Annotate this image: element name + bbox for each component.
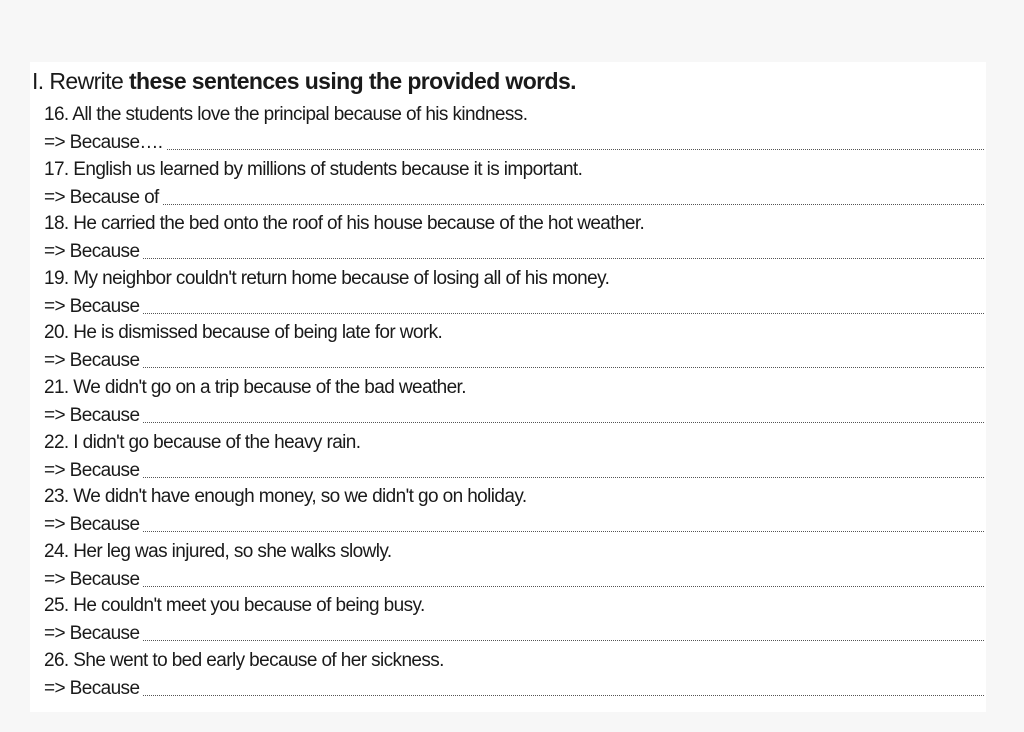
sentence-25: 25. He couldn't meet you because of being busy. — [44, 595, 425, 617]
answer-blank-26[interactable] — [143, 695, 984, 696]
answer-blank-23[interactable] — [143, 531, 984, 532]
exercise-item-16 — [44, 102, 984, 157]
answer-prefix-16: => Because…. — [44, 132, 163, 153]
sentence-17: 17. English us learned by millions of students because it is important. — [44, 158, 583, 180]
answer-prefix-20: => Because — [44, 350, 140, 372]
exercise-item-17 — [44, 157, 984, 212]
answer-blank-20[interactable] — [143, 367, 984, 368]
exercise-item-24 — [44, 539, 984, 594]
answer-line-26[interactable] — [44, 675, 984, 701]
exercise-item-21 — [44, 375, 984, 430]
exercise-item-22 — [44, 430, 984, 485]
heading-instruction: these sentences using the provided words. — [128, 68, 576, 94]
answer-line-25[interactable] — [44, 620, 984, 646]
answer-prefix-26: => Because — [44, 677, 140, 699]
answer-prefix-24: => Because — [44, 568, 140, 590]
answer-blank-18[interactable] — [143, 258, 984, 259]
sentence-19: 19. My neighbor couldn't return home because of losing all of his money. — [44, 267, 610, 289]
answer-prefix-18: => Because — [44, 241, 140, 263]
answer-prefix-25: => Because — [44, 623, 140, 645]
answer-line-18[interactable] — [44, 238, 984, 264]
answer-prefix-23: => Because — [44, 514, 140, 536]
exercise-item-19 — [44, 266, 984, 321]
sentence-16: 16. All the students love the principal because of his kindness. — [44, 104, 528, 125]
answer-line-24[interactable] — [44, 566, 984, 592]
answer-blank-16[interactable] — [167, 149, 985, 150]
answer-line-22[interactable] — [44, 457, 984, 483]
exercise-list — [44, 102, 984, 703]
exercise-item-25 — [44, 593, 984, 648]
heading-prefix: I. Rewrite — [32, 68, 129, 94]
answer-blank-21[interactable] — [143, 422, 984, 423]
answer-blank-19[interactable] — [143, 313, 984, 314]
answer-line-21[interactable] — [44, 402, 984, 428]
exercise-item-26 — [44, 648, 984, 703]
sentence-18: 18. He carried the bed onto the roof of his house because of the hot weather. — [44, 213, 645, 235]
sentence-24: 24. Her leg was injured, so she walks slowly. — [44, 540, 392, 562]
sentence-21: 21. We didn't go on a trip because of the bad weather. — [44, 376, 466, 398]
exercise-item-18 — [44, 211, 984, 266]
answer-line-23[interactable] — [44, 511, 984, 537]
answer-prefix-19: => Because — [44, 295, 140, 317]
answer-prefix-17: => Because of — [44, 186, 159, 208]
answer-line-20[interactable] — [44, 347, 984, 373]
sentence-26: 26. She went to bed early because of her sickness. — [44, 649, 444, 671]
sentence-23: 23. We didn't have enough money, so we didn't go on holiday. — [44, 486, 527, 508]
answer-line-16[interactable] — [44, 129, 984, 155]
sentence-20: 20. He is dismissed because of being late for work. — [44, 322, 443, 344]
exercise-item-23 — [44, 484, 984, 539]
exercise-item-20 — [44, 320, 984, 375]
worksheet — [30, 62, 986, 712]
answer-blank-22[interactable] — [143, 477, 984, 478]
answer-prefix-22: => Because — [44, 459, 140, 481]
exercise-heading — [32, 68, 576, 95]
answer-blank-24[interactable] — [143, 586, 984, 587]
answer-blank-17[interactable] — [163, 204, 984, 205]
answer-blank-25[interactable] — [143, 640, 984, 641]
answer-prefix-21: => Because — [44, 404, 140, 426]
sentence-22: 22. I didn't go because of the heavy rain. — [44, 431, 361, 453]
answer-line-17[interactable] — [44, 184, 984, 210]
answer-line-19[interactable] — [44, 293, 984, 319]
